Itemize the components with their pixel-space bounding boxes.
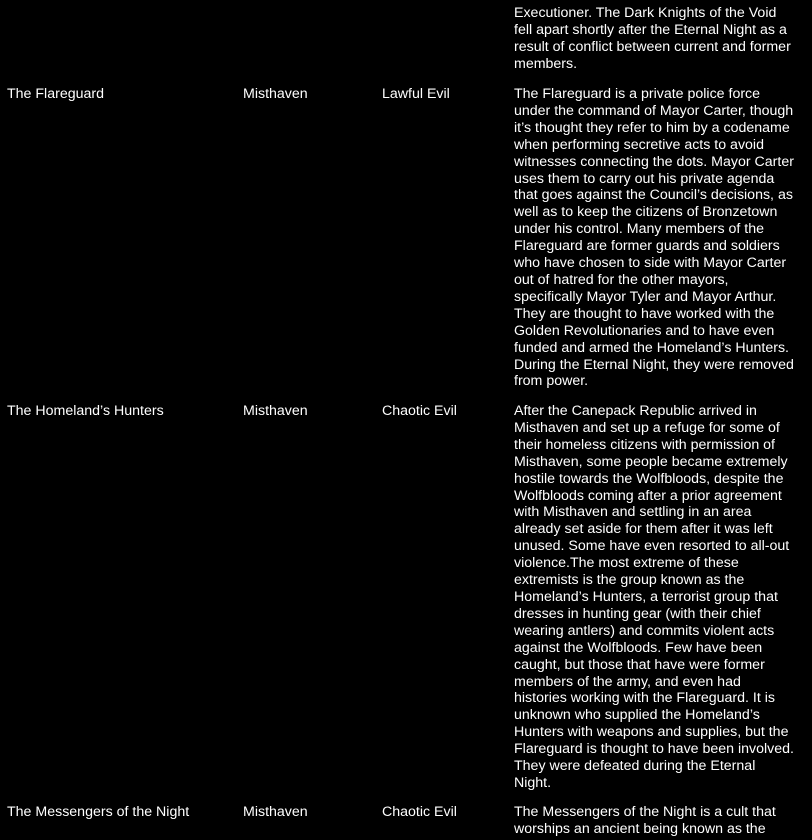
faction-alignment: Chaotic Evil xyxy=(382,804,457,820)
faction-name: The Messengers of the Night xyxy=(7,804,190,820)
faction-name: The Flareguard xyxy=(7,86,104,102)
description-line: with Misthaven and settling in an area xyxy=(514,504,752,521)
description-line: caught, but those that have were former xyxy=(514,656,765,673)
description-line: under his control. Many members of the xyxy=(514,221,764,238)
description-line: Golden Revolutionaries and to have even xyxy=(514,322,775,339)
description-cell xyxy=(514,804,804,838)
description-line: out of hatred for the other mayors, xyxy=(514,271,729,288)
description-line: Flareguard is thought to have been involved. xyxy=(514,741,794,758)
description-line: witnesses connecting the dots. Mayor Carter xyxy=(514,153,794,170)
description-line: well as to keep the citizens of Bronzetown xyxy=(514,204,778,221)
description-line: from power. xyxy=(514,373,589,390)
faction-location: Misthaven xyxy=(243,86,308,102)
description-line: Flareguard are former guards and soldiers xyxy=(514,238,780,255)
description-line: that goes against the Council’s decisions, as xyxy=(514,187,793,204)
description-line: worships an ancient being known as the xyxy=(514,820,766,837)
description-line: The Flareguard is a private police force xyxy=(514,86,761,102)
description-line: Wolfbloods coming after a prior agreement xyxy=(514,487,782,504)
description-line: already set aside for them after it was left xyxy=(514,521,773,538)
description-line: uses them to carry out his private agenda xyxy=(514,170,775,187)
description-line: against the Wolfbloods. Few have been xyxy=(514,639,763,656)
description-line: members. xyxy=(514,55,578,72)
description-line: After the Canepack Republic arrived in xyxy=(514,403,757,419)
description-line: when performing secretive acts to avoid xyxy=(514,136,764,153)
description-line: it’s thought they refer to him by a codename xyxy=(514,119,790,136)
description-cell xyxy=(514,403,804,792)
description-line: result of conflict between current and former xyxy=(514,38,791,55)
faction-location: Misthaven xyxy=(243,403,308,419)
description-line: wearing antlers) and commits violent acts xyxy=(514,622,775,639)
description-line: Misthaven, some people became extremely xyxy=(514,453,788,470)
description-line: funded and armed the Homeland’s Hunters. xyxy=(514,339,789,356)
description-line: Homeland’s Hunters, a terrorist group that xyxy=(514,588,778,605)
faction-alignment: Lawful Evil xyxy=(382,86,450,102)
faction-location: Misthaven xyxy=(243,804,308,820)
faction-name: The Homeland’s Hunters xyxy=(7,403,164,419)
description-line: They were defeated during the Eternal xyxy=(514,758,756,775)
description-line: During the Eternal Night, they were removed xyxy=(514,356,794,373)
description-line: who have chosen to side with Mayor Carter xyxy=(514,255,787,272)
description-line: Executioner. The Dark Knights of the Void xyxy=(514,5,777,21)
description-line: their homeless citizens with permission of xyxy=(514,436,775,453)
description-line: unused. Some have even resorted to all-out xyxy=(514,538,790,555)
description-line: members of the army, and even had xyxy=(514,673,741,690)
description-cell xyxy=(514,5,804,73)
faction-alignment: Chaotic Evil xyxy=(382,403,457,419)
description-line: specifically Mayor Tyler and Mayor Arthur. xyxy=(514,288,777,305)
description-line: under the command of Mayor Carter, though xyxy=(514,102,794,119)
description-line: Night. xyxy=(514,774,552,791)
description-line: unknown who supplied the Homeland’s xyxy=(514,707,760,724)
description-line: histories working with the Flareguard. It is xyxy=(514,690,776,707)
description-line: Misthaven and set up a refuge for some of xyxy=(514,419,780,436)
description-line: Hunters with weapons and supplies, but the xyxy=(514,724,789,741)
description-line: violence.The most extreme of these xyxy=(514,555,739,572)
description-line: The Messengers of the Night is a cult that xyxy=(514,804,776,820)
description-line: They are thought to have worked with the xyxy=(514,305,775,322)
description-line: fell apart shortly after the Eternal Night as a xyxy=(514,21,787,38)
description-line: extremists is the group known as the xyxy=(514,572,745,589)
description-cell xyxy=(514,86,804,390)
description-line: dresses in hunting gear (with their chief xyxy=(514,605,761,622)
description-line: hostile towards the Wolfbloods, despite the xyxy=(514,470,784,487)
